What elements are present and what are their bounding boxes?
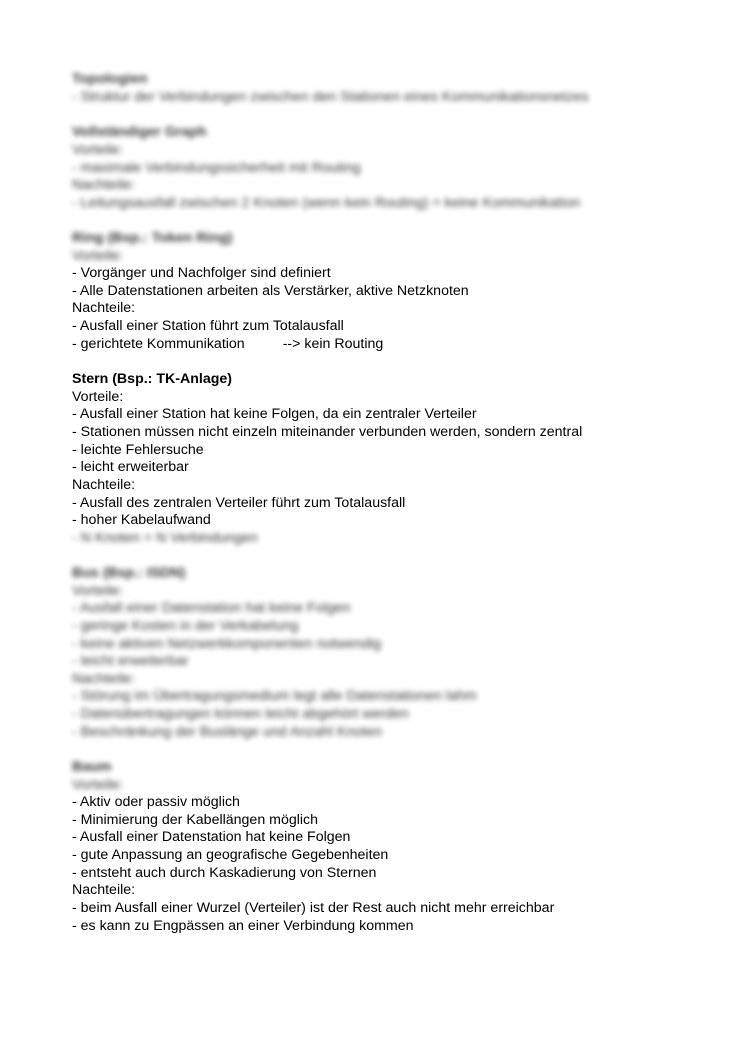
section-line: - Ausfall einer Station führt zum Totalausfall (72, 318, 344, 334)
nachteile-label: Nachteile: (72, 882, 136, 898)
section-line: - gute Anpassung an geografische Gegebenheiten (72, 847, 389, 863)
section-line: - entsteht auch durch Kaskadierung von Sternen (72, 865, 377, 881)
section-line: - Stationen müssen nicht einzeln miteinander verbunden werden, sondern zentral (72, 424, 583, 440)
section-line: - geringe Kosten in der Verkabelung (72, 618, 299, 634)
nachteile-label: Nachteile: (72, 300, 136, 316)
section-line: - Ausfall des zentralen Verteiler führt zum Totalausfall (72, 495, 406, 511)
section-line: - Datenübertragungen können leicht abgehört werden (72, 706, 409, 722)
line-arrow-text: --> kein Routing (282, 336, 384, 352)
section-line: - Minimierung der Kabellängen möglich (72, 812, 319, 828)
section-line: - leicht erweiterbar (72, 459, 189, 475)
section-heading-ring: Ring (Bsp.: Token Ring) (72, 230, 233, 246)
section-line: - hoher Kabelaufwand (72, 512, 211, 528)
section-heading-topologien: Topologien (72, 71, 148, 87)
section-line: Vorteile: (72, 142, 124, 158)
section-line: - Leitungsausfall zwischen 2 Knoten (wenn kein Routing) = keine Kommunikation (72, 195, 581, 211)
section-line: - maximale Verbindungssicherheit mit Routing (72, 160, 361, 176)
nachteile-label: Nachteile: (72, 671, 136, 687)
section-line: - Ausfall einer Datenstation hat keine Folgen (72, 829, 351, 845)
section-line: Nachteile: (72, 177, 136, 193)
section-line: - Ausfall einer Datenstation hat keine Folgen (72, 600, 351, 616)
section-heading-baum: Baum (72, 759, 112, 775)
section-line: - es kann zu Engpässen an einer Verbindung kommen (72, 918, 414, 934)
section-line: - Vorgänger und Nachfolger sind definiert (72, 265, 331, 281)
section-line: - leicht erweiterbar (72, 653, 189, 669)
section-line: - Beschränkung der Buslänge und Anzahl Knoten (72, 724, 382, 740)
line-text: - gerichtete Kommunikation (72, 336, 245, 352)
section-line: - Ausfall einer Station hat keine Folgen, da ein zentraler Verteiler (72, 406, 477, 422)
vorteile-label: Vorteile: (72, 248, 124, 264)
section-line: - Alle Datenstationen arbeiten als Verstärker, aktive Netzknoten (72, 283, 469, 299)
section-line: - beim Ausfall einer Wurzel (Verteiler) ist der Rest auch nicht mehr erreichbar (72, 900, 555, 916)
section-line: - Struktur der Verbindungen zwischen den Stationen eines Kommunikationsnetzes (72, 89, 589, 105)
vorteile-label: Vorteile: (72, 389, 124, 405)
vorteile-label: Vorteile: (72, 777, 124, 793)
section-line: - keine aktiven Netzwerkkomponenten notwendig (72, 636, 382, 652)
vorteile-label: Vorteile: (72, 583, 124, 599)
section-line (72, 336, 383, 354)
section-line: - N Knoten = N Verbindungen (72, 530, 258, 546)
nachteile-label: Nachteile: (72, 477, 136, 493)
section-line: - Störung im Übertragungsmedium legt alle Datenstationen lahm (72, 688, 477, 704)
section-line: - Aktiv oder passiv möglich (72, 794, 240, 810)
section-heading-bus: Bus (Bsp.: ISDN) (72, 565, 186, 581)
section-heading-stern: Stern (Bsp.: TK-Anlage) (72, 371, 233, 387)
section-heading-vollstaendiger-graph: Vollständiger Graph (72, 124, 207, 140)
section-line: - leichte Fehlersuche (72, 442, 204, 458)
